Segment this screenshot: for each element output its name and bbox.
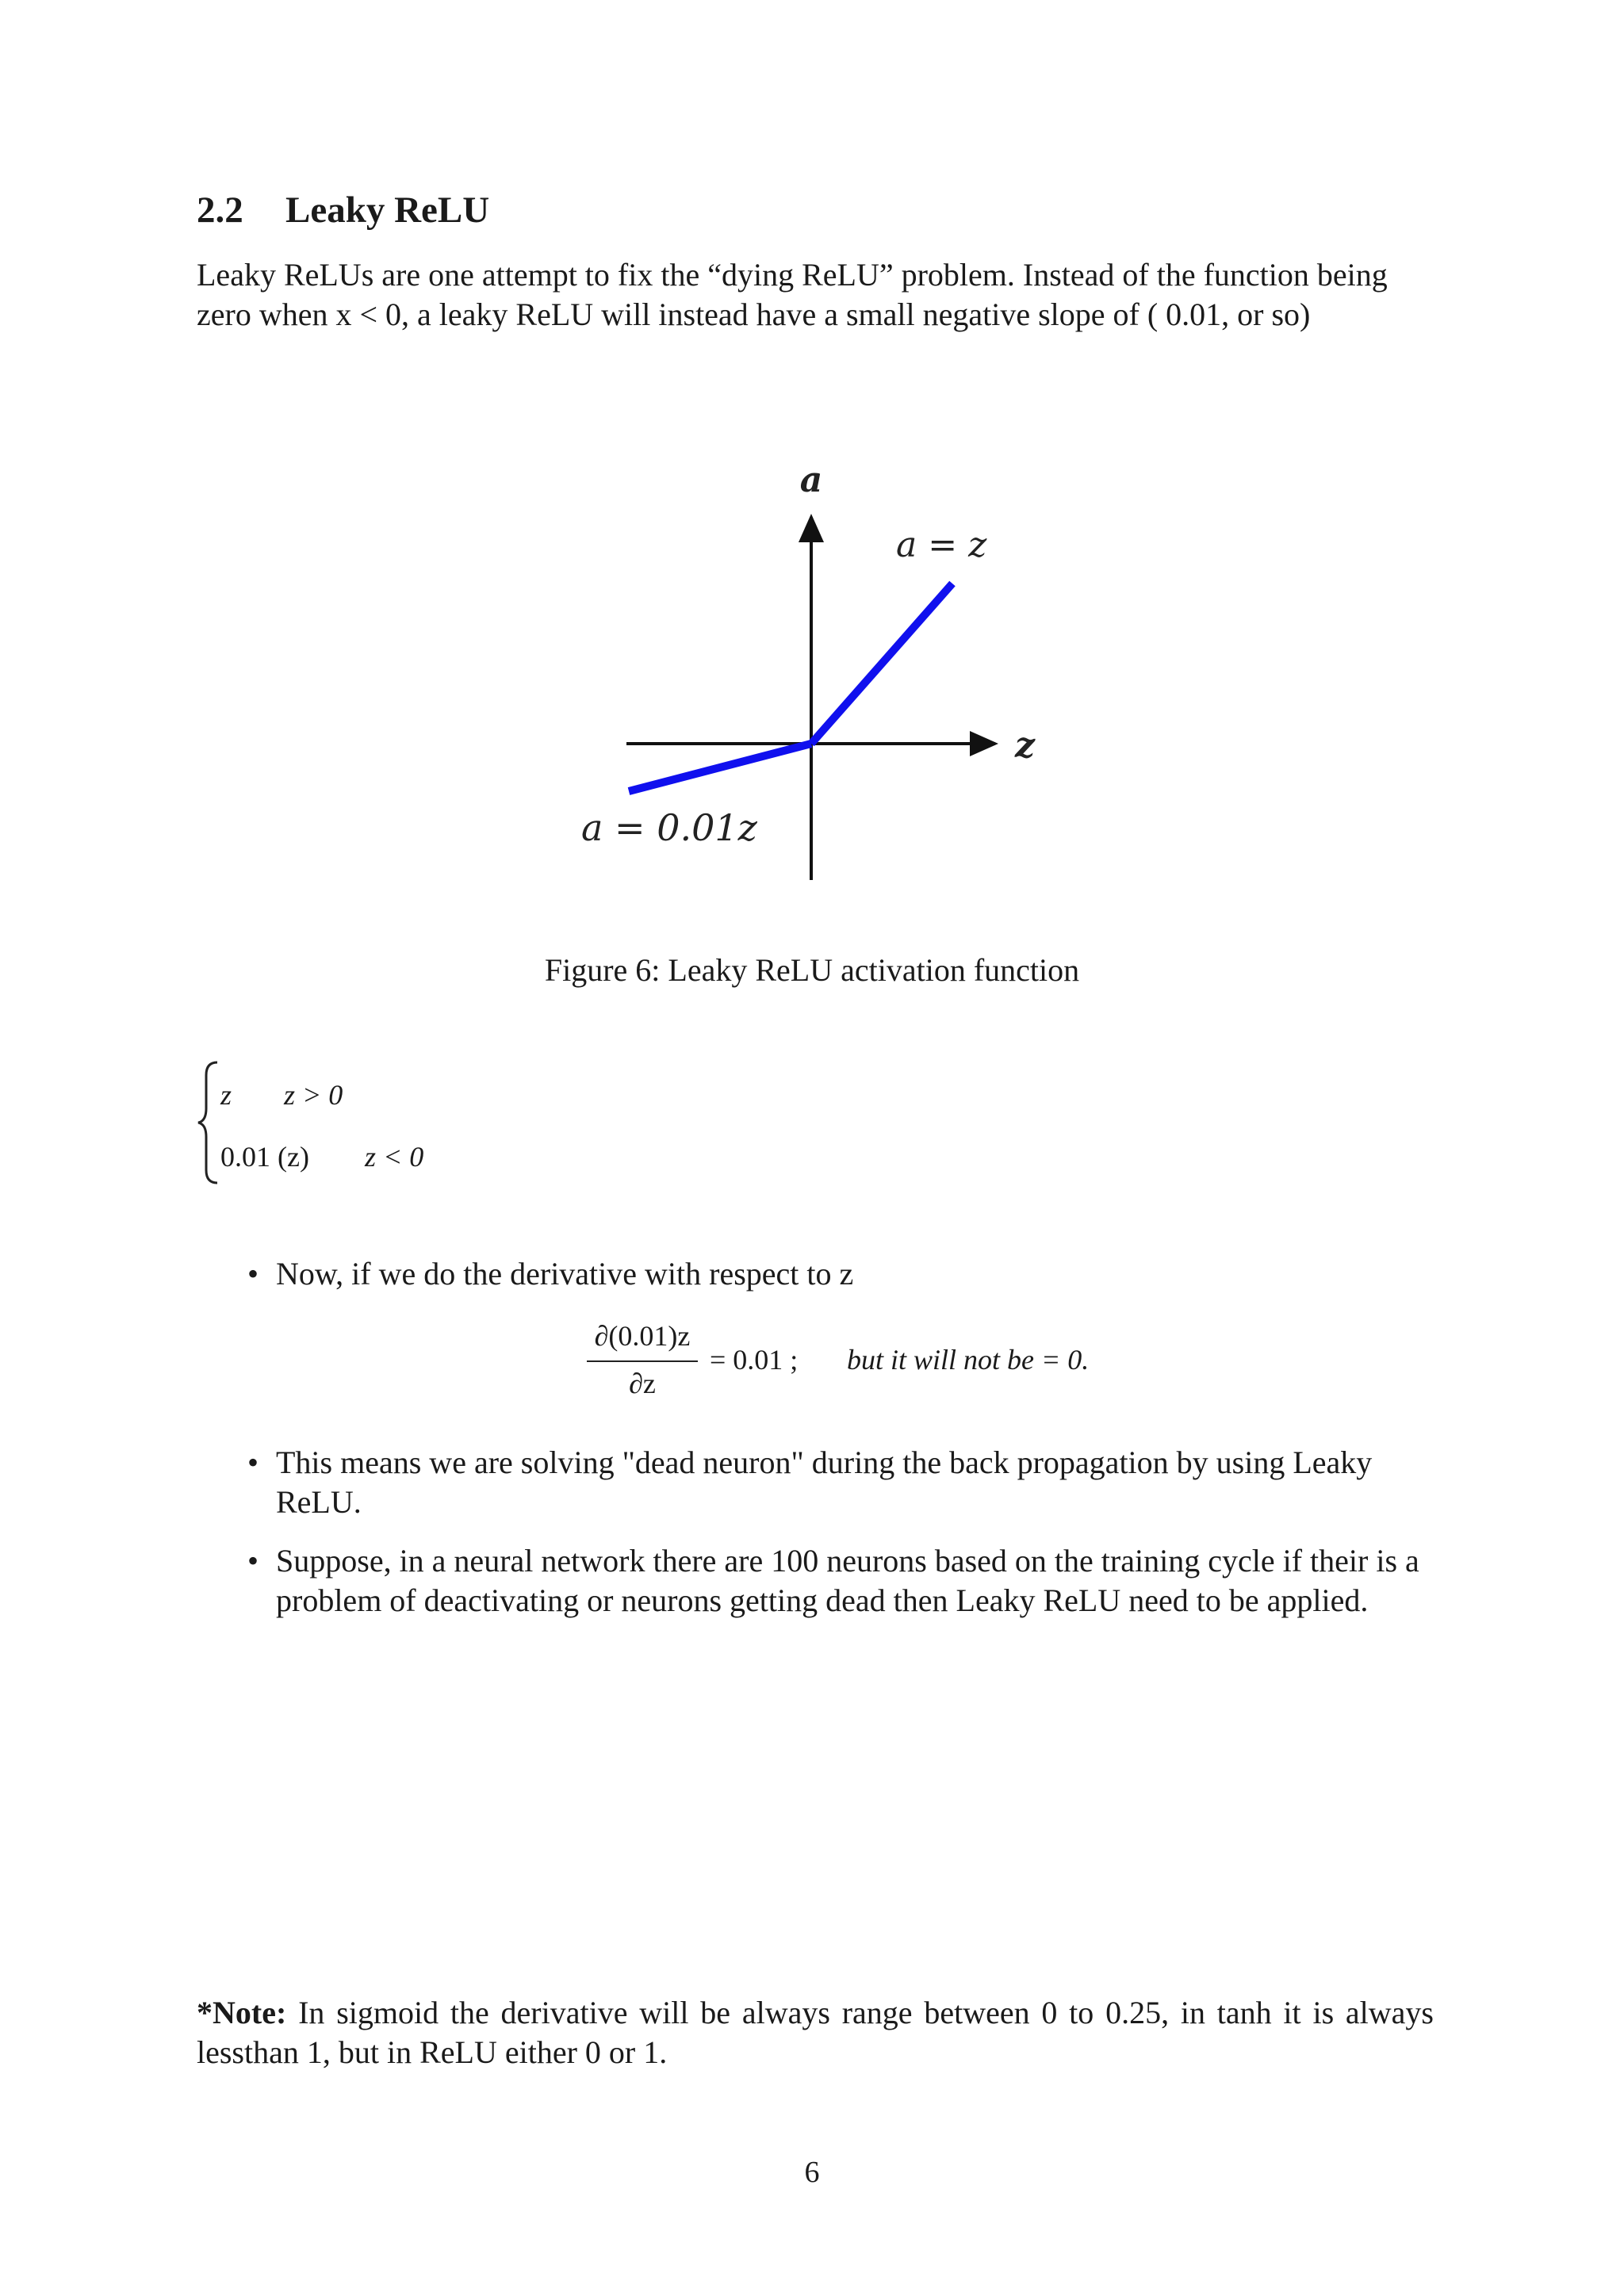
derivative-result: = 0.01 ; [710,1344,799,1376]
x-axis-label: z [1015,725,1035,766]
note-paragraph [197,1993,1434,2072]
case1-condition: z > 0 [284,1079,343,1111]
case2-expression: 0.01 (z) [220,1141,309,1173]
piecewise-definition [197,1059,593,1186]
y-axis-label: a [799,468,823,500]
negative-segment [629,744,811,791]
positive-segment [811,584,952,744]
section-heading [197,189,489,232]
curly-brace [197,1059,220,1186]
derivative-remark: but it will not be = 0. [847,1344,1090,1376]
leaky-relu-figure [559,468,1067,888]
list-item [247,1443,1437,1522]
note-label: *Note: [197,1995,287,2030]
intro-paragraph: Leaky ReLUs are one attempt to fix the “dying ReLU” problem. Instead of the function being zero when x < 0, a leaky ReLU will instead have a small negative slope of ( 0.01, or so) [197,257,1388,332]
case1-expression: z [220,1079,232,1111]
fraction-numerator: ∂(0.01)z [594,1320,691,1352]
bullet-dot: • [247,1445,259,1480]
note-text: In sigmoid the derivative will be always range between 0 to 0.25, in tanh it is always lessthan 1, but in ReLU either 0 or 1. [197,1995,1434,2070]
page-number: 6 [804,2156,820,2189]
positive-label: a = z [896,525,987,565]
list-item [247,1541,1437,1621]
section-title: Leaky ReLU [285,189,490,231]
figure-caption: Figure 6: Leaky ReLU activation function [544,952,1080,988]
list-item-text: This means we are solving "dead neuron" during the back propagation by using Leaky ReLU. [276,1445,1373,1520]
case2-condition: z < 0 [365,1141,424,1173]
list-item-text: Suppose, in a neural network there are 100 neurons based on the training cycle if their is a problem of deactivating or neurons getting dead then Leaky ReLU need to be applied. [276,1543,1419,1618]
fraction-denominator: ∂z [629,1368,656,1399]
leaky-relu-graph [559,468,1067,888]
bullet-dot: • [247,1256,259,1292]
fraction-bar [587,1360,698,1362]
bullet-dot: • [247,1543,259,1578]
section-number: 2.2 [197,189,243,231]
list-item [247,1254,1437,1294]
derivative-equation [587,1319,1158,1406]
list-item-text: Now, if we do the derivative with respect to z [276,1256,854,1292]
negative-label: a = 0.01z [581,806,757,849]
